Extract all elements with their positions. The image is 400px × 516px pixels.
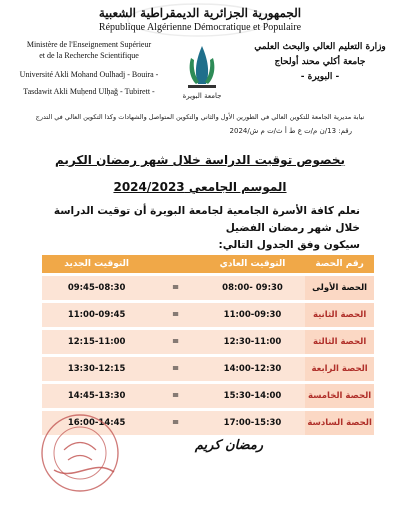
ministry-ar: وزارة التعليم العالي والبحث العلمي (254, 42, 386, 52)
new-time: 09:45-08:30 (42, 276, 151, 300)
republic-title-ar: الجمهورية الجزائرية الديمقراطية الشعبية (98, 6, 302, 20)
equals-sign: = (151, 276, 200, 300)
header-session: رقم الحصة (305, 255, 374, 273)
header-regular-time: التوقيت العادي (200, 255, 305, 273)
header-right-ar (250, 40, 390, 85)
equals-sign: = (151, 384, 200, 408)
equals-sign: = (151, 411, 200, 435)
republic-title-fr: République Algérienne Démocratique et Populaire (98, 22, 302, 33)
regular-time: 14:00-12:30 (200, 357, 305, 381)
table-row (42, 303, 374, 327)
official-stamp (34, 410, 126, 496)
reference-number: رقم: 13/ن م/ت ع ط أ ث/ت م ش/2024 (229, 127, 352, 135)
university-name-kab: Tasdawit Akli Muḥend Ulḥağ - Tubirett - (23, 86, 155, 96)
table-row (42, 330, 374, 354)
table-row (42, 357, 374, 381)
equals-sign: = (151, 357, 200, 381)
header-left-fr (14, 40, 164, 97)
new-time: 14:45-13:30 (42, 384, 151, 408)
regular-time: 17:00-15:30 (200, 411, 305, 435)
header-spacer (151, 255, 200, 273)
session-name: الحصة السادسة (305, 411, 374, 435)
table-row (42, 276, 374, 300)
session-name: الحصة الخامسة (305, 384, 374, 408)
table-header-row (42, 255, 374, 273)
equals-sign: = (151, 330, 200, 354)
city-ar: - البويرة - (300, 72, 340, 82)
sub-department-ar: نيابة مديرية الجامعة للتكوين العالي في الطورين الأول والثاني والتكوين المتواصل والشهادات وكذا التكوين العالي في التدرج (35, 113, 365, 121)
header-new-time: التوقيت الجديد (42, 255, 151, 273)
new-time: 12:15-11:00 (42, 330, 151, 354)
regular-time: 11:00-09:30 (200, 303, 305, 327)
session-name: الحصة الأولى (305, 276, 374, 300)
subject-title: بخصوص توقيت الدراسة خلال شهر رمضان الكريم (54, 153, 346, 167)
new-time: 11:00-09:45 (42, 303, 151, 327)
session-name: الحصة الثانية (305, 303, 374, 327)
regular-time: 12:30-11:00 (200, 330, 305, 354)
equals-sign: = (151, 303, 200, 327)
university-name-fr: Université Akli Mohand Oulhadj - Bouira - (19, 70, 159, 79)
university-logo (182, 42, 222, 104)
regular-time: 15:30-14:00 (200, 384, 305, 408)
university-name-ar: جامعة أكلي محند أولحاج (274, 57, 366, 67)
academic-season: الموسم الجامعي 2024/2023 (113, 180, 287, 194)
new-time: 13:30-12:15 (42, 357, 151, 381)
logo-caption: جامعة البويرة (182, 92, 222, 100)
announcement-line-1: نعلم كافة الأسرة الجامعية لجامعة البويرة أن توقيت الدراسة خلال شهر رمضان الفضيل (53, 205, 360, 234)
regular-time: 09:30 -08:00 (200, 276, 305, 300)
announcement-text (30, 203, 360, 254)
table-row (42, 384, 374, 408)
announcement-line-2: سيكون وفق الجدول التالي: (218, 239, 360, 251)
session-name: الحصة الثالثة (305, 330, 374, 354)
ministry-line-1: Ministère de l'Enseignement Supérieur (26, 40, 152, 49)
closing-greeting: رمضان كريم (194, 438, 264, 453)
session-name: الحصة الرابعة (305, 357, 374, 381)
ministry-line-2: et de la Recherche Scientifique (39, 50, 139, 60)
new-time: 16:00-14:45 (42, 411, 151, 435)
